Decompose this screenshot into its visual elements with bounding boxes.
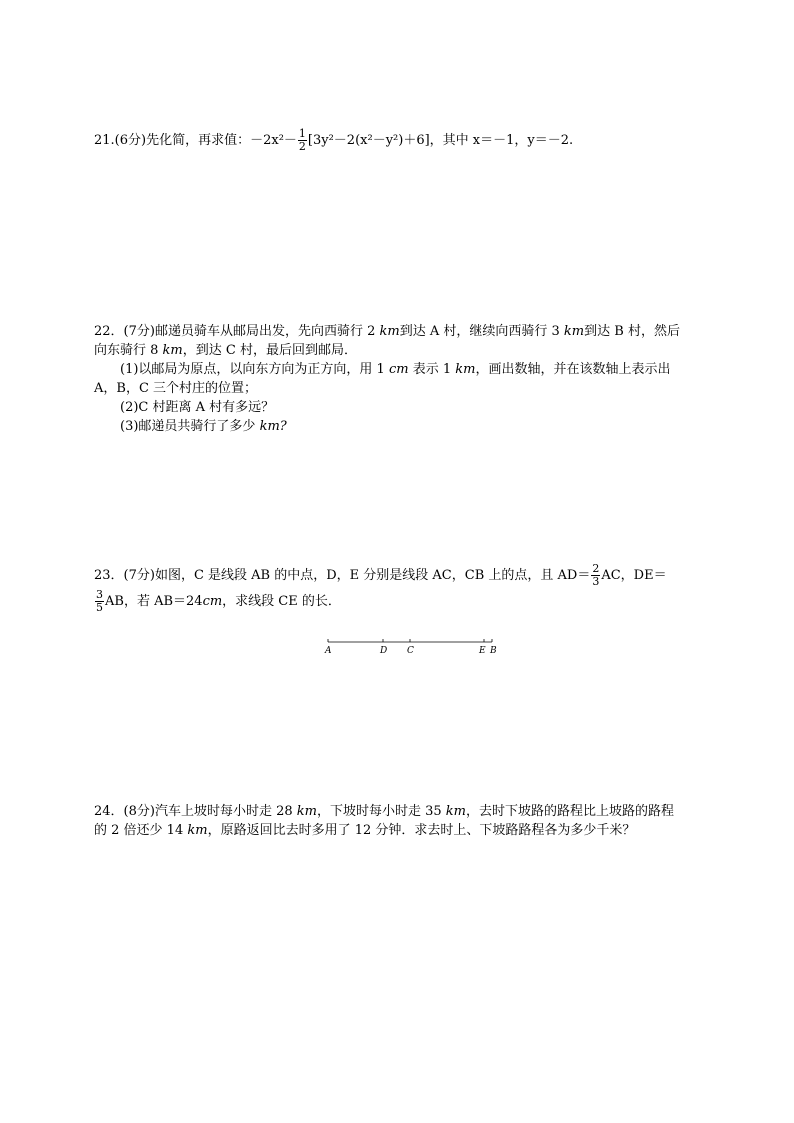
q22-text: 22．(7分)邮递员骑车从邮局出发，先向西骑行 2 [94, 324, 380, 339]
q22-text: ，画出数轴，并在该数轴上表示出 [475, 362, 671, 377]
question-21 [94, 128, 698, 153]
q23-text: AC，DE＝ [601, 567, 667, 583]
q23-fraction-3-5 [95, 589, 104, 614]
fraction-numerator: 1 [298, 127, 306, 140]
question-22 [94, 322, 698, 436]
q22-subquestion-1-cont [94, 379, 698, 398]
q23-fraction-2-3 [591, 563, 600, 588]
unit-cm: cm [202, 593, 223, 609]
q22-line-2 [94, 341, 698, 360]
q22-text: A，B，C 三个村庄的位置； [94, 381, 258, 396]
q22-text: 向东骑行 8 [94, 343, 163, 358]
q24-line-1 [94, 802, 698, 821]
q22-text: 到达 B 村，然后 [584, 324, 680, 339]
fraction-numerator: 3 [96, 587, 103, 601]
question-24 [94, 802, 698, 840]
label-c: C [407, 646, 414, 656]
label-b: B [490, 646, 497, 656]
question-23 [94, 562, 698, 614]
q24-text: ，下坡时每小时走 35 [316, 804, 446, 819]
unit-km: km? [259, 419, 287, 434]
unit-km: km [455, 362, 476, 377]
q24-text: 24．(8分)汽车上坡时每小时走 28 [94, 804, 297, 819]
segment-figure [320, 636, 500, 658]
fraction-denominator: 3 [592, 574, 600, 588]
fraction-denominator: 2 [298, 140, 306, 153]
q24-text: ，原路返回比去时多用了 12 分钟．求去时上、下坡路路程各为多少千米？ [207, 823, 636, 838]
q21-fraction [298, 128, 307, 153]
q23-text: 23．(7分)如图，C 是线段 AB 的中点，D，E 分别是线段 AC，CB 上的点，且 AD＝ [94, 567, 591, 583]
q22-text: (3)邮递员共骑行了多少 [120, 419, 260, 434]
q24-line-2 [94, 821, 698, 840]
q22-text: 表示 1 [408, 362, 456, 377]
unit-km: km [379, 324, 400, 339]
q23-line-1 [94, 562, 698, 588]
q21-suffix: [3y²－2(x²－y²)＋6]，其中 x＝－1，y＝－2. [307, 133, 574, 148]
q21-prefix: 21.(6分)先化简，再求值：－2x²－ [94, 133, 297, 148]
q22-subquestion-2 [94, 398, 698, 417]
q22-text: 到达 A 村，继续向西骑行 3 [399, 324, 564, 339]
question-21-text [94, 128, 698, 153]
unit-km: km [162, 343, 183, 358]
label-d: D [380, 646, 388, 656]
unit-km: km [563, 324, 585, 339]
label-a: A [325, 646, 332, 656]
q22-subquestion-3 [94, 417, 698, 436]
unit-km: km [187, 823, 208, 838]
q24-text: ，去时下坡路的路程比上坡路的路程 [466, 804, 675, 819]
unit-km: km [296, 804, 317, 819]
fraction-numerator: 2 [592, 561, 600, 575]
q22-text: (1)以邮局为原点，以向东方向为正方向，用 1 [120, 362, 389, 377]
q22-subquestion-1 [94, 360, 698, 379]
q23-line-2 [94, 588, 698, 614]
label-e: E [479, 646, 486, 656]
q22-text: ，到达 C 村，最后回到邮局． [182, 343, 357, 358]
q22-line-1 [94, 322, 698, 341]
q23-text: AB，若 AB＝24 [105, 593, 203, 609]
unit-cm: cm [388, 362, 409, 377]
q23-text: ，求线段 CE 的长． [222, 593, 341, 609]
unit-km: km [445, 804, 467, 819]
fraction-denominator: 5 [96, 600, 103, 614]
q24-text: 的 2 倍还少 14 [94, 823, 188, 838]
q22-text: (2)C 村距离 A 村有多远？ [120, 400, 275, 415]
